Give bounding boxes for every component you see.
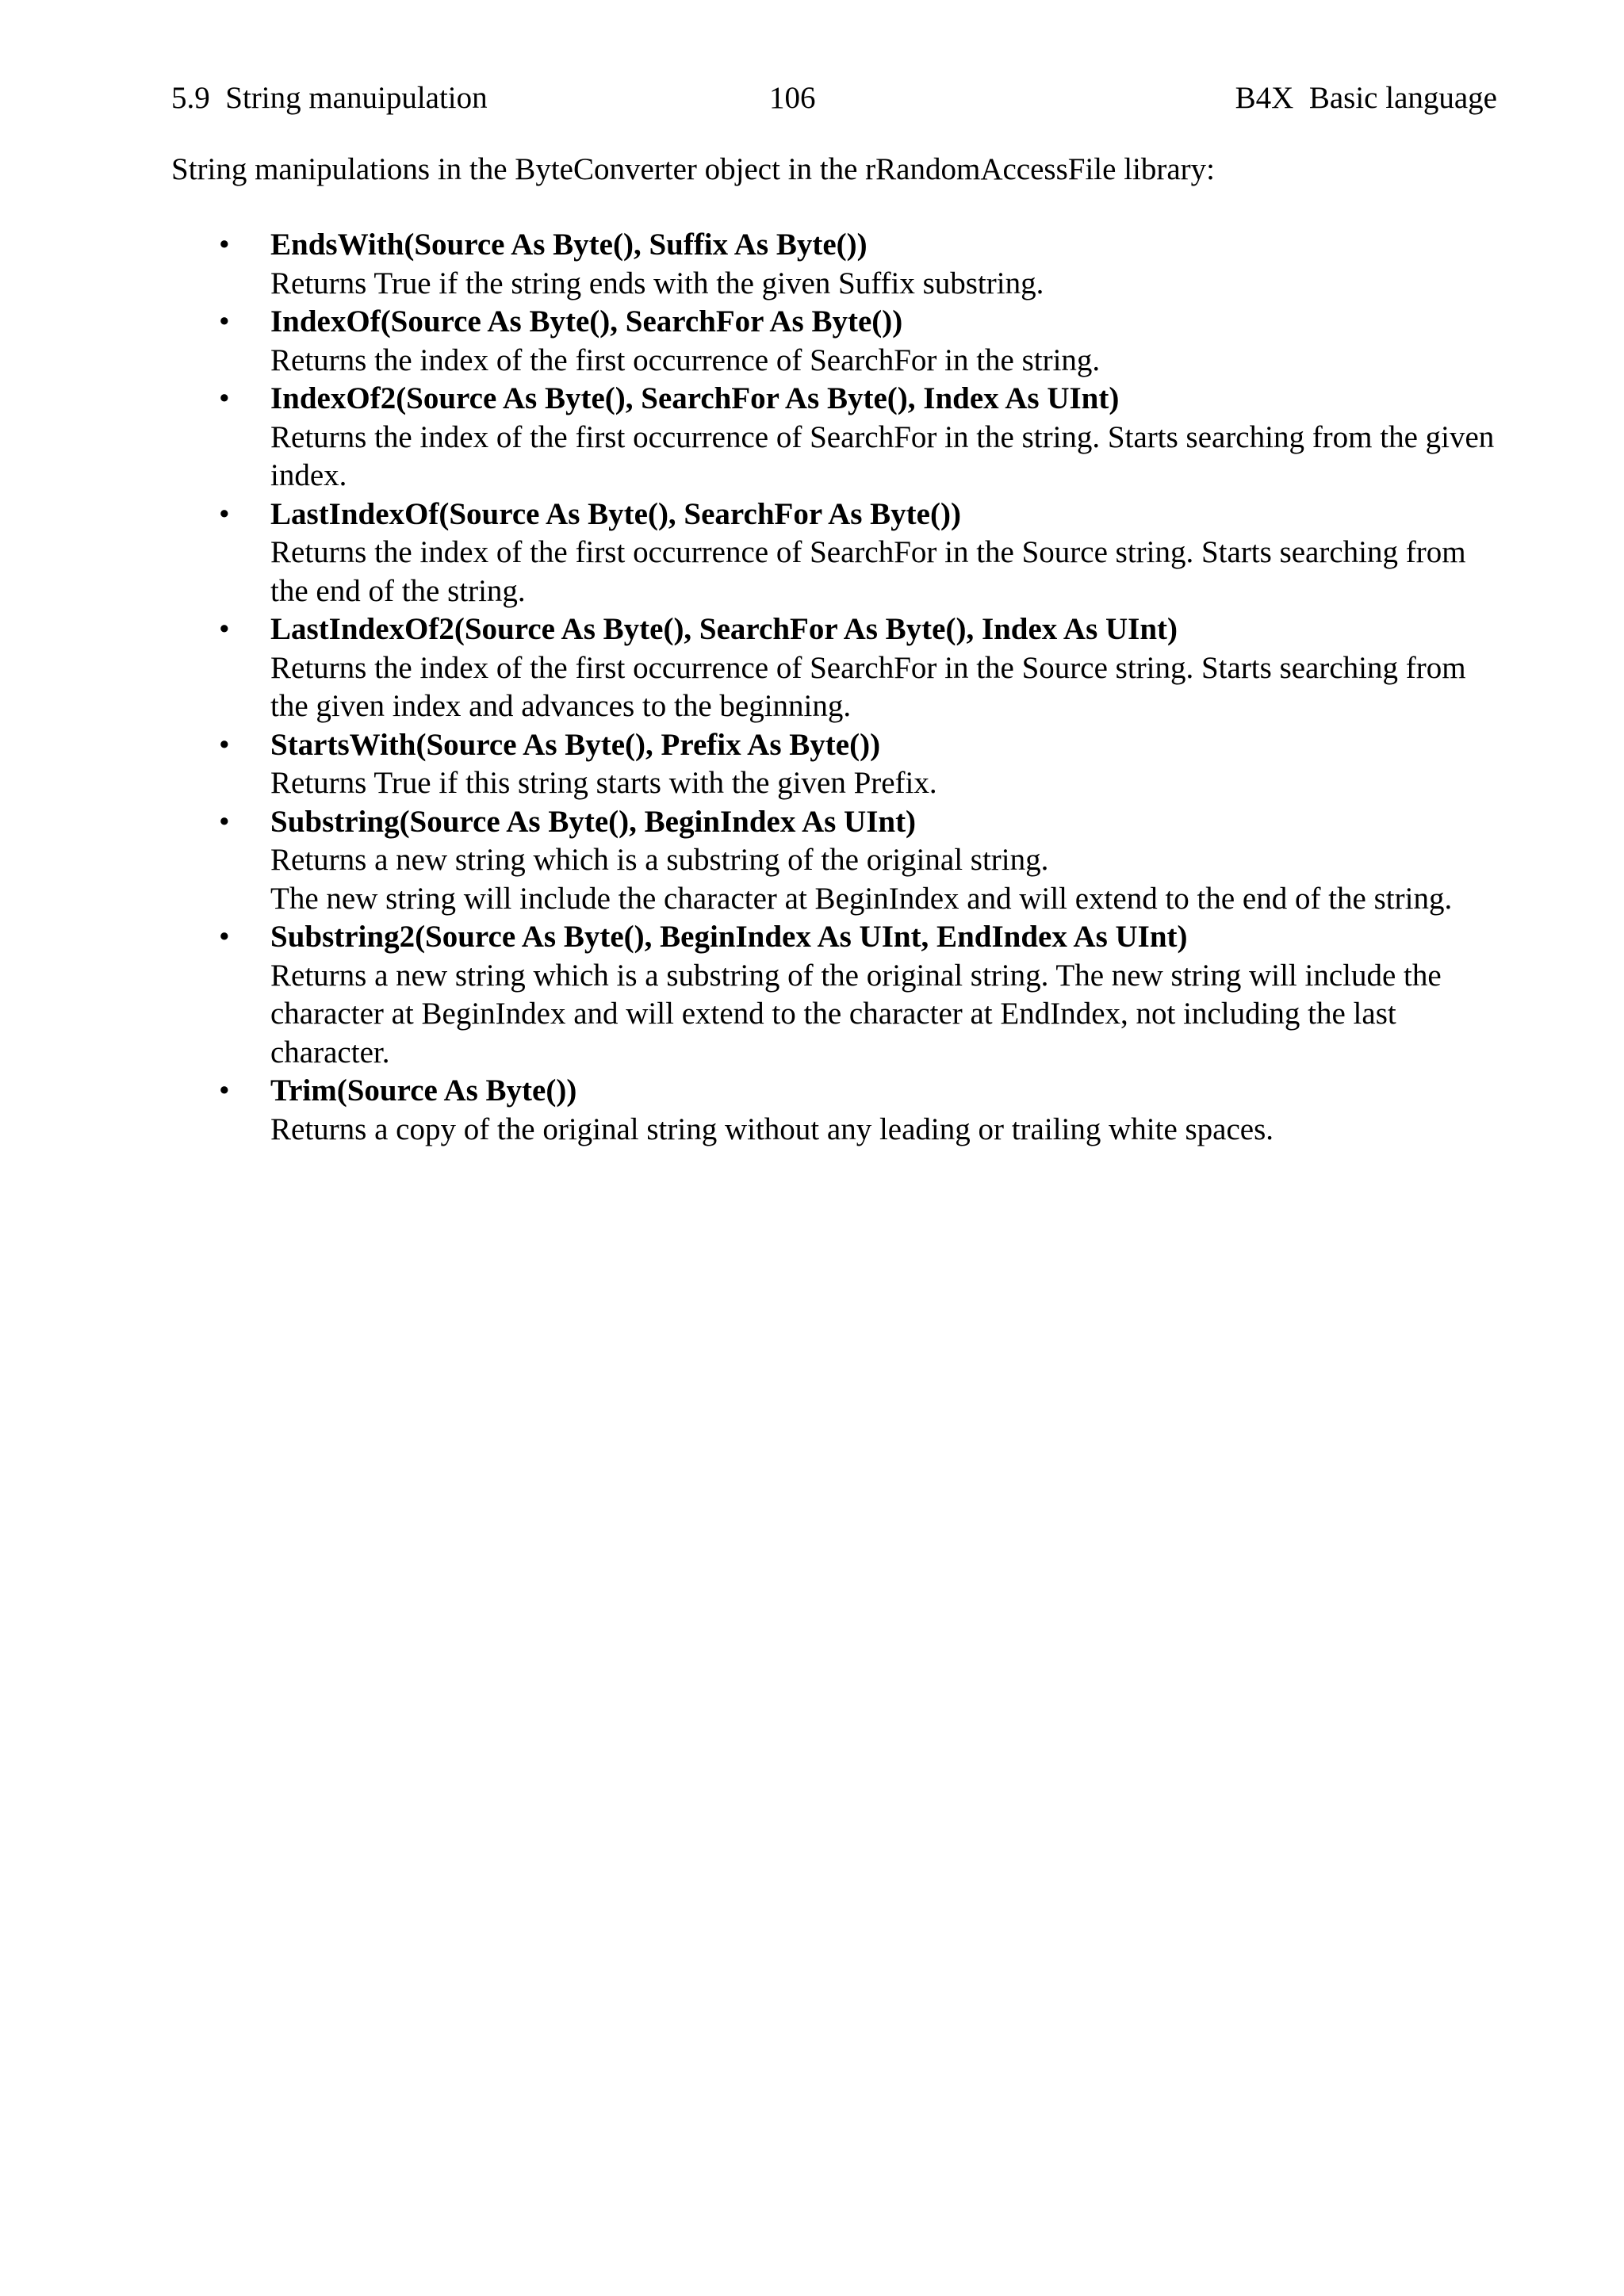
method-description: Returns the index of the first occurrence of SearchFor in the string. — [270, 342, 1101, 377]
bullet-icon: • — [219, 612, 230, 646]
list-item — [171, 726, 1497, 803]
list-item — [171, 610, 1497, 726]
method-description: Returns a copy of the original string without any leading or trailing white spaces. — [270, 1112, 1274, 1146]
method-description: Returns the index of the first occurrence of SearchFor in the string. Starts searching from the given index. — [270, 419, 1495, 492]
bullet-icon: • — [219, 727, 230, 762]
method-signature: IndexOf2(Source As Byte(), SearchFor As Byte(), Index As UInt) — [270, 381, 1120, 415]
method-description: Returns a new string which is a substring of the original string. The new string will include the character at BeginIndex and will extend to the end of the string. — [270, 843, 1453, 916]
method-description: Returns the index of the first occurrence of SearchFor in the Source string. Starts searching from the given index and advances to the beginning. — [270, 650, 1466, 723]
method-signature: Trim(Source As Byte()) — [270, 1073, 577, 1108]
page-header — [171, 76, 1497, 121]
bullet-icon: • — [219, 920, 230, 954]
method-signature: EndsWith(Source As Byte(), Suffix As Byte()) — [270, 228, 868, 262]
bullet-icon: • — [219, 228, 230, 262]
method-signature: Substring2(Source As Byte(), BeginIndex As UInt, EndIndex As UInt) — [270, 920, 1188, 954]
method-description: Returns True if the string ends with the given Suffix substring. — [270, 266, 1044, 300]
intro-paragraph: String manipulations in the ByteConverter object in the rRandomAccessFile library: — [171, 152, 1215, 186]
document-page — [171, 76, 1497, 1149]
bullet-icon: • — [219, 381, 230, 415]
bullet-icon: • — [219, 496, 230, 531]
list-item — [171, 380, 1497, 496]
bullet-icon: • — [219, 1073, 230, 1108]
header-page-number: 106 — [769, 81, 816, 115]
list-item — [171, 496, 1497, 611]
list-item — [171, 1072, 1497, 1149]
method-description: Returns the index of the first occurrence of SearchFor in the Source string. Starts searching from the end of the string. — [270, 535, 1466, 608]
list-item — [171, 918, 1497, 1072]
list-item — [171, 226, 1497, 303]
method-signature: StartsWith(Source As Byte(), Prefix As Byte()) — [270, 727, 881, 762]
method-description: Returns True if this string starts with the given Prefix. — [270, 766, 937, 800]
method-list — [171, 226, 1497, 1149]
list-item — [171, 803, 1497, 919]
method-description: Returns a new string which is a substring of the original string. The new string will include the character at BeginIndex and will extend to the character at EndIndex, not including the last character. — [270, 958, 1442, 1070]
method-signature: LastIndexOf2(Source As Byte(), SearchFor As Byte(), Index As UInt) — [270, 612, 1178, 646]
header-book-title: B4X Basic language — [1235, 81, 1497, 115]
list-item — [171, 303, 1497, 380]
method-signature: Substring(Source As Byte(), BeginIndex As UInt) — [270, 804, 917, 839]
bullet-icon: • — [219, 304, 230, 339]
header-section-title: 5.9 String manuipulation — [171, 81, 488, 115]
bullet-icon: • — [219, 804, 230, 839]
method-signature: IndexOf(Source As Byte(), SearchFor As Byte()) — [270, 304, 903, 339]
method-signature: LastIndexOf(Source As Byte(), SearchFor As Byte()) — [270, 496, 961, 531]
